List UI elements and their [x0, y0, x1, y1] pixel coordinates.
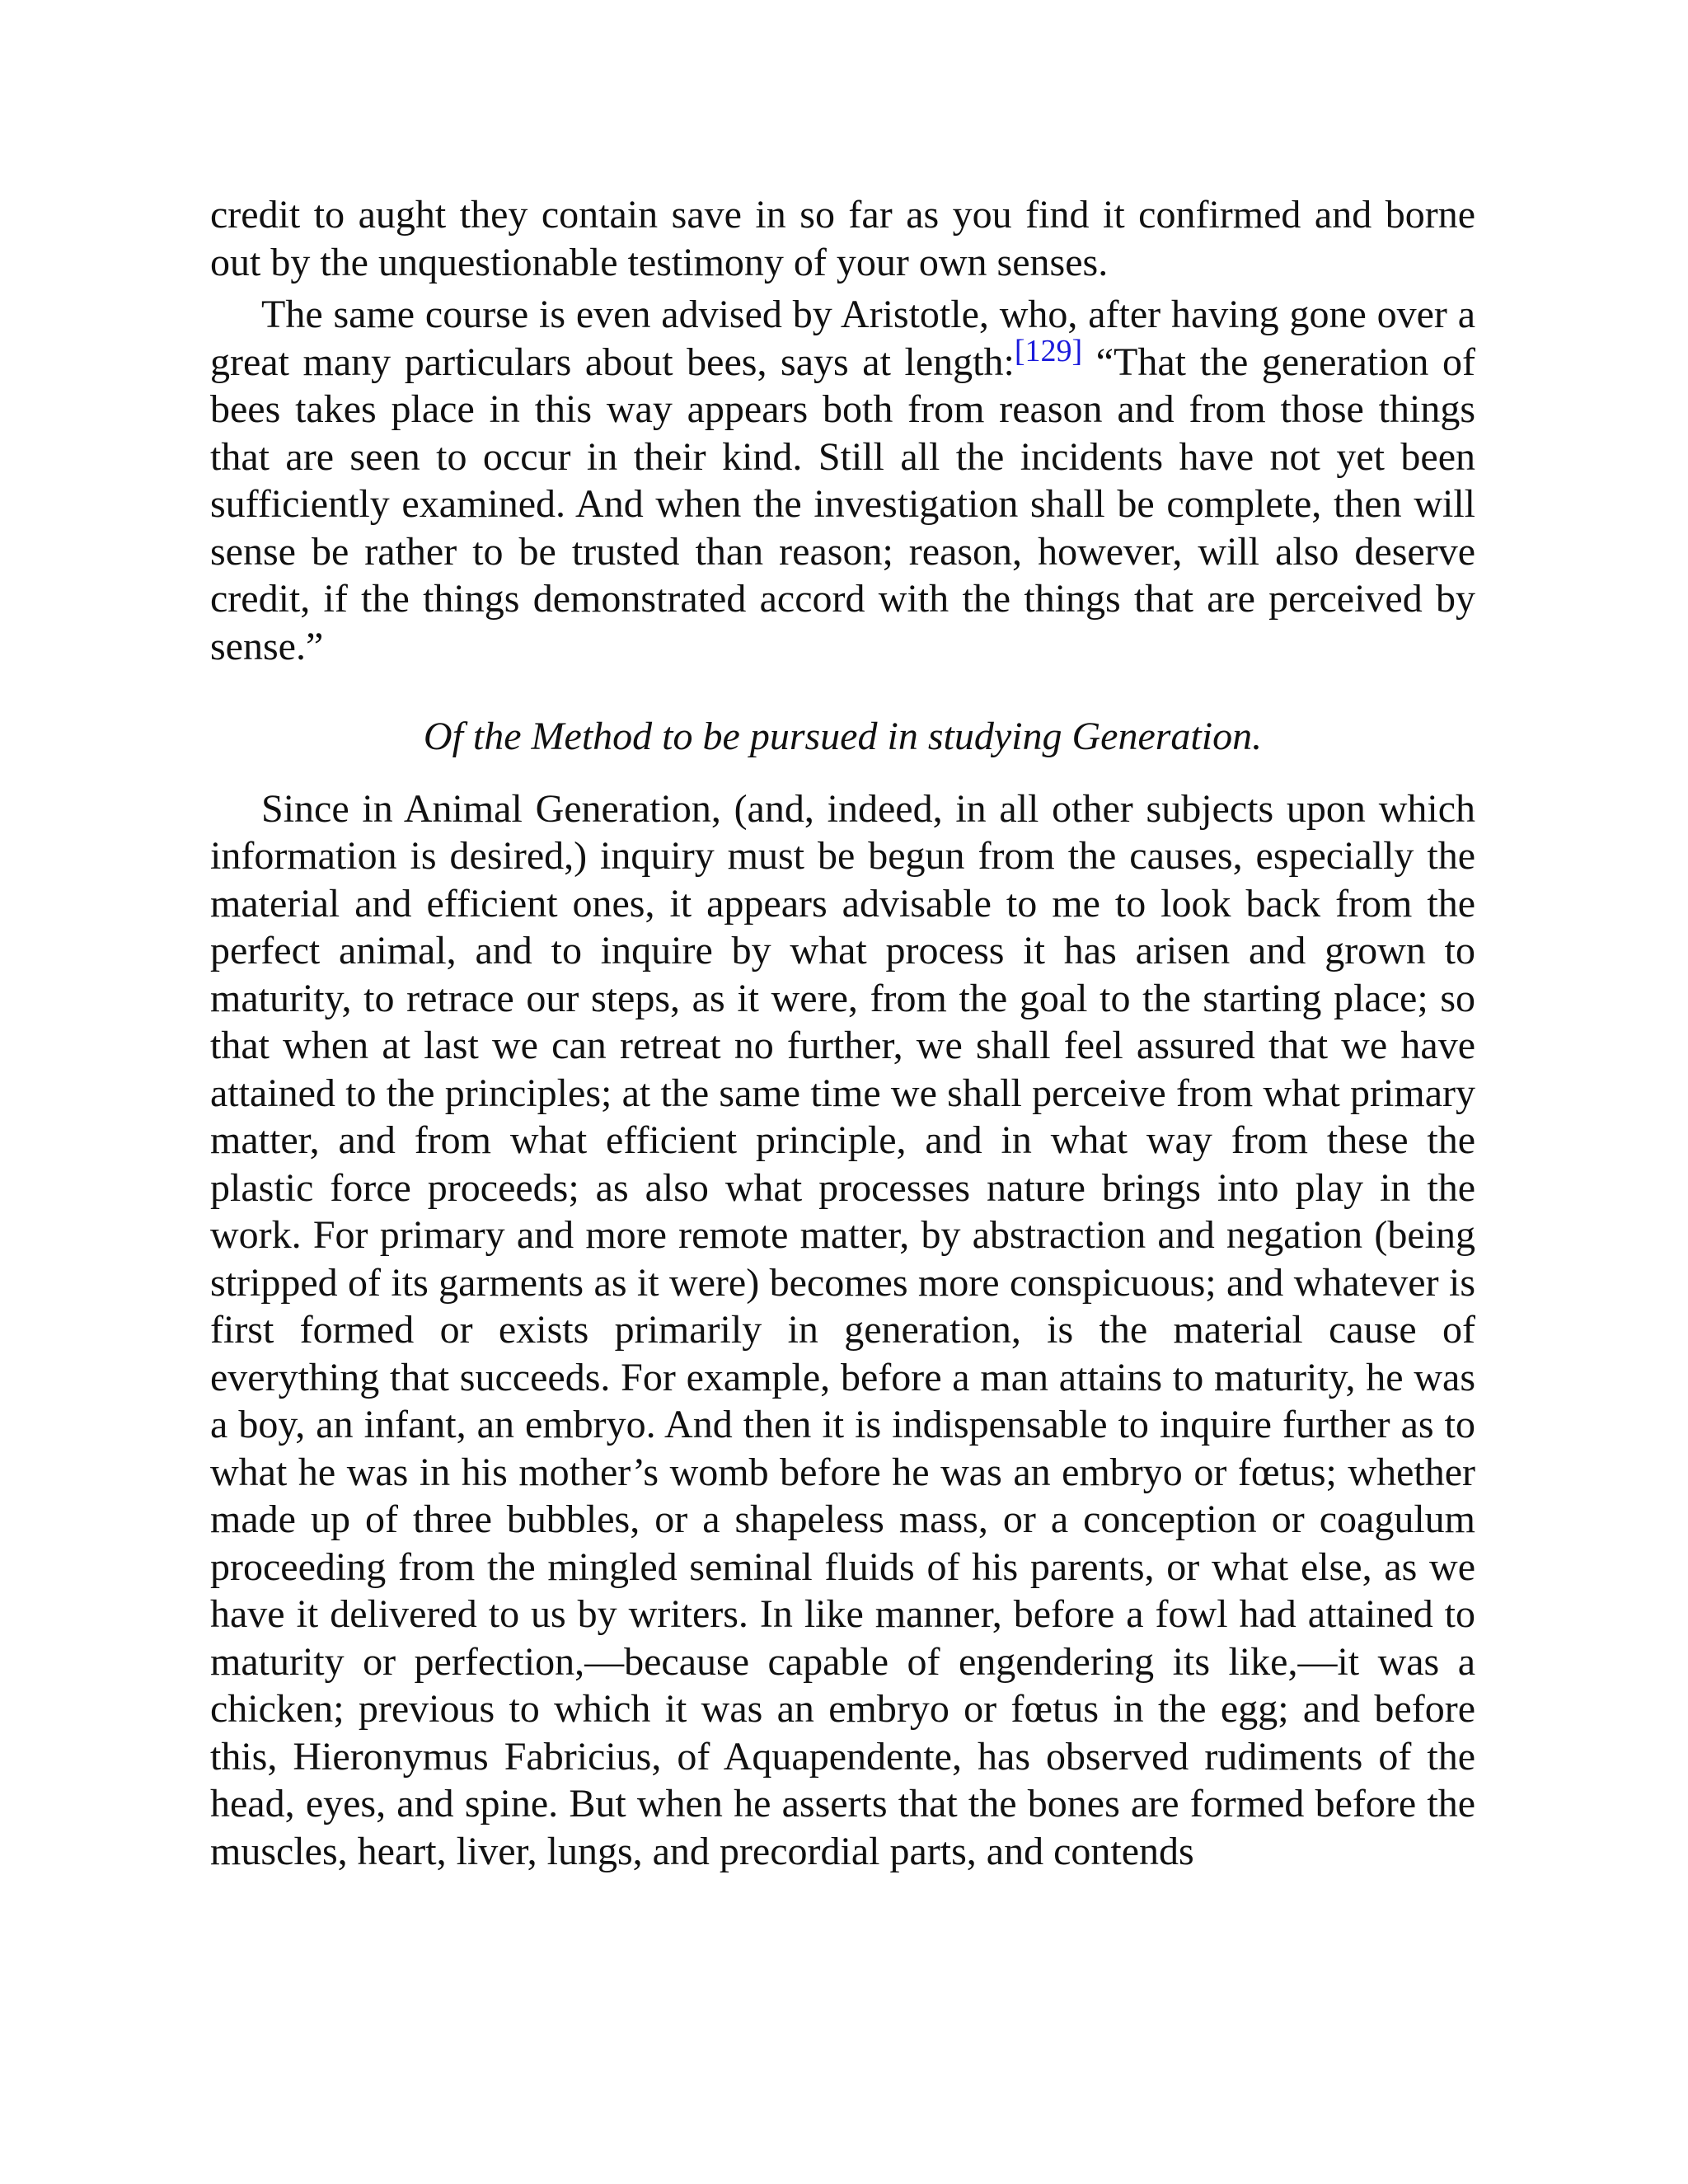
footnote-reference-link[interactable]: [129] [1014, 333, 1083, 368]
paragraph-aristotle [210, 291, 1475, 670]
paragraph-method: Since in Animal Generation, (and, indeed, in all other subjects upon which information is desired,) inquiry must be begun from the causes, especially the material and efficient ones, it appears advisable to me to look back from the perfect animal, and to inquire by what process it has arisen and grown to maturity, to retrace our steps, as it were, from the goal to the starting place; so that when at last we can retreat no further, we shall feel assured that we have attained to the principles; at the same time we shall perceive from what primary matter, and from what efficient principle, and in what way from these the plastic force proceeds; as also what processes nature brings into play in the work. For primary and more remote matter, by abstraction and negation (being stripped of its garments as it were) becomes more conspicuous; and whatever is first formed or exists primarily in generation, is the material cause of everything that succeeds. For example, before a man attains to maturity, he was a boy, an infant, an embryo. And then it is indispensable to inquire further as to what he was in his mother’s womb before he was an embryo or fœtus; whether made up of three bubbles, or a shapeless mass, or a conception or coagulum proceeding from the mingled seminal fluids of his parents, or what else, as we have it delivered to us by writers. In like manner, before a fowl had attained to maturity or perfection,—because capable of engendering its like,—it was a chicken; previous to which it was an embryo or fœtus in the egg; and before this, Hieronymus Fabricius, of Aquapendente, has observed rudiments of the head, eyes, and spine. But when he asserts that the bones are formed before the muscles, heart, liver, lungs, and precordial parts, and contends [210, 786, 1475, 1873]
section-heading: Of the Method to be pursued in studying Generation. [423, 715, 1263, 758]
paragraph-aristotle-text-before: The same course is even advised by Aristotle, who, after having gone over a great many particulars about bees, says at length: [210, 293, 1475, 384]
paragraph-continuation: credit to aught they contain save in so far as you find it confirmed and borne out by the unquestionable testimony of your own senses. [210, 193, 1475, 284]
paragraph-aristotle-text-after: “That the generation of bees takes place in this way appears both from reason and from those things that are seen to occur in their kind. Still all the incidents have not yet been sufficiently examined. And when the investigation shall be complete, then will sense be rather to be trusted than reason; reason, however, will also deserve credit, if the things demonstrated accord with the things that are perceived by sense.” [210, 340, 1475, 668]
document-page [210, 191, 1475, 1875]
